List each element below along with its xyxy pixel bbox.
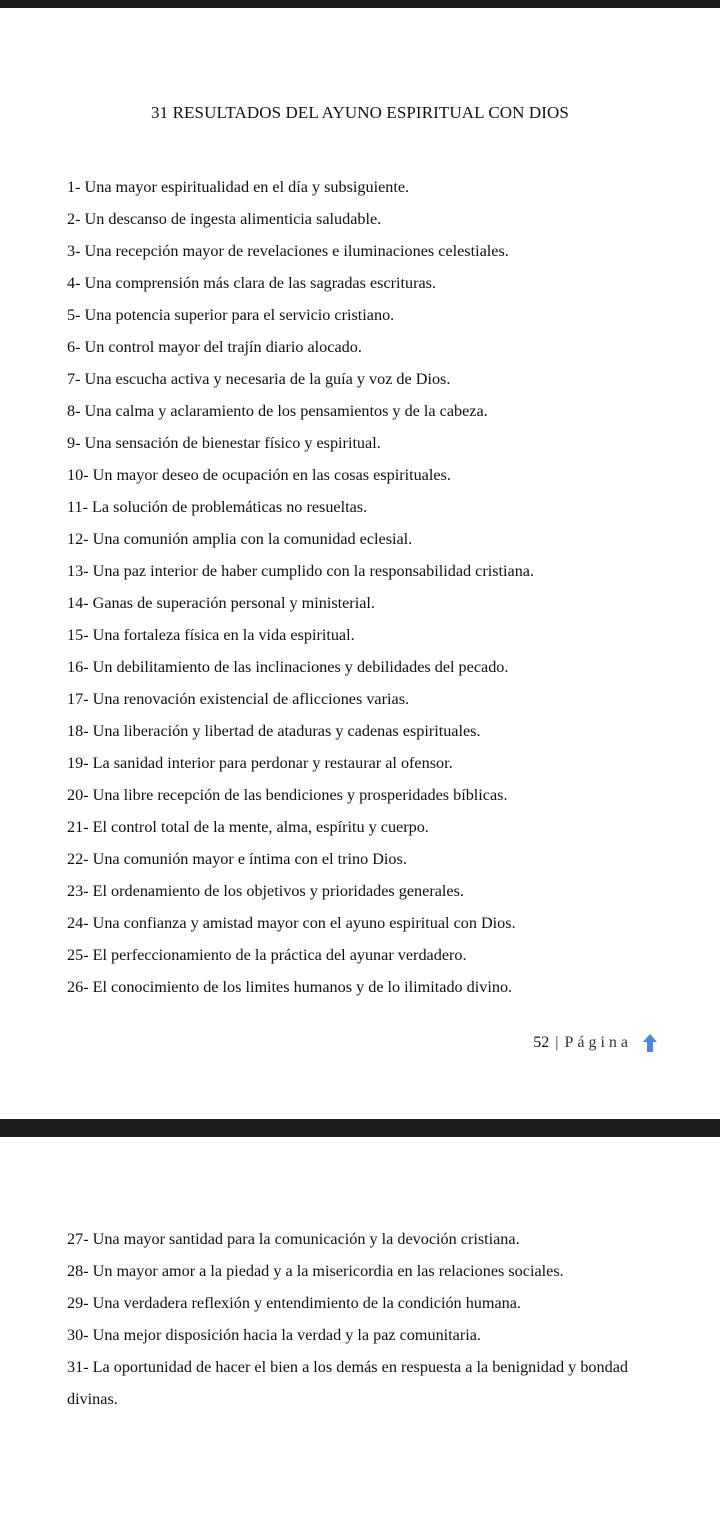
list-item: 5- Una potencia superior para el servicio cristiano. — [67, 306, 395, 324]
list-item: 7- Una escucha activa y necesaria de la guía y voz de Dios. — [67, 370, 451, 388]
list-item: 25- El perfeccionamiento de la práctica del ayunar verdadero. — [67, 946, 467, 964]
list-item: 30- Una mejor disposición hacia la verdad y la paz comunitaria. — [67, 1326, 481, 1344]
list-item: 8- Una calma y aclaramiento de los pensamientos y de la cabeza. — [67, 402, 488, 420]
list-item: 11- La solución de problemáticas no resueltas. — [67, 498, 368, 516]
list-item: 19- La sanidad interior para perdonar y restaurar al ofensor. — [67, 754, 453, 772]
page-footer — [533, 1033, 658, 1053]
list-item: 20- Una libre recepción de las bendiciones y prosperidades bíblicas. — [67, 786, 508, 804]
page-title: 31 RESULTADOS DEL AYUNO ESPIRITUAL CON DIOS — [151, 103, 569, 122]
list-item: 2- Un descanso de ingesta alimenticia saludable. — [67, 210, 382, 228]
list-item: 12- Una comunión amplia con la comunidad eclesial. — [67, 530, 413, 548]
list-item: 15- Una fortaleza física en la vida espiritual. — [67, 626, 355, 644]
list-item: 31- La oportunidad de hacer el bien a los demás en respuesta a la benignidad y bondad divinas. — [67, 1358, 628, 1408]
list-item: 28- Un mayor amor a la piedad y a la misericordia en las relaciones sociales. — [67, 1262, 564, 1280]
list-item: 16- Un debilitamiento de las inclinaciones y debilidades del pecado. — [67, 658, 509, 676]
document-page-52 — [0, 8, 720, 1119]
footer-separator: | — [555, 1034, 559, 1051]
page-divider — [0, 1119, 720, 1137]
list-item: 4- Una comprensión más clara de las sagradas escrituras. — [67, 274, 437, 292]
list-item: 13- Una paz interior de haber cumplido con la responsabilidad cristiana. — [67, 562, 535, 580]
list-item: 3- Una recepción mayor de revelaciones e iluminaciones celestiales. — [67, 242, 509, 260]
list-item: 24- Una confianza y amistad mayor con el ayuno espiritual con Dios. — [67, 914, 516, 932]
results-list-continued — [67, 1229, 637, 1415]
page-label: Página — [564, 1034, 632, 1051]
list-item: 17- Una renovación existencial de aflicciones varias. — [67, 690, 410, 708]
list-item: 18- Una liberación y libertad de ataduras y cadenas espirituales. — [67, 722, 481, 740]
list-item: 22- Una comunión mayor e íntima con el trino Dios. — [67, 850, 407, 868]
document-page-53 — [0, 1137, 720, 1520]
top-divider — [0, 0, 720, 8]
list-item: 29- Una verdadera reflexión y entendimiento de la condición humana. — [67, 1294, 521, 1312]
list-item: 23- El ordenamiento de los objetivos y prioridades generales. — [67, 882, 464, 900]
list-item: 1- Una mayor espiritualidad en el día y subsiguiente. — [67, 178, 410, 196]
list-item: 27- Una mayor santidad para la comunicación y la devoción cristiana. — [67, 1230, 520, 1248]
list-item: 21- El control total de la mente, alma, espíritu y cuerpo. — [67, 818, 429, 836]
list-item: 26- El conocimiento de los limites humanos y de lo ilimitado divino. — [67, 978, 513, 996]
arrow-up-icon[interactable] — [642, 1033, 658, 1053]
list-item: 10- Un mayor deseo de ocupación en las cosas espirituales. — [67, 466, 451, 484]
list-item: 9- Una sensación de bienestar físico y espiritual. — [67, 434, 381, 452]
results-list — [67, 177, 534, 1009]
page-number: 52 — [533, 1034, 550, 1051]
list-item: 14- Ganas de superación personal y ministerial. — [67, 594, 375, 612]
list-item: 6- Un control mayor del trajín diario alocado. — [67, 338, 362, 356]
